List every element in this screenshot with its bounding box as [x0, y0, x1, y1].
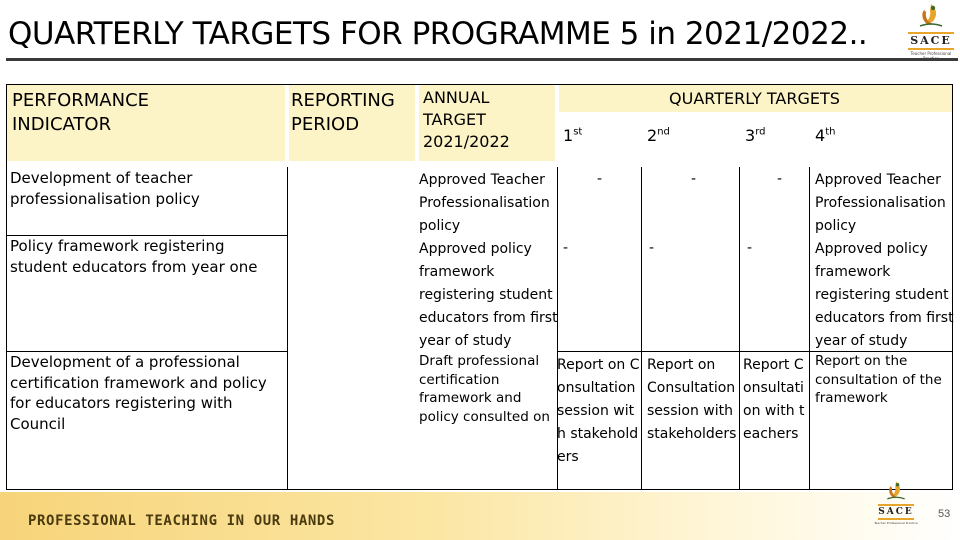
- header-annual-target: ANNUAL TARGET 2021/2022: [423, 88, 510, 151]
- row3-q3: Report Consultation with teachers: [743, 357, 805, 442]
- sace-emblem-icon: [884, 480, 908, 502]
- header-q4: 4th: [815, 126, 836, 145]
- row3-q4: Report on the consultation of the framework: [815, 353, 942, 406]
- row1-annual-target: Approved Teacher Professionalisation policy: [419, 172, 550, 234]
- logo-tagline-footer: Teacher Professional Practice: [874, 521, 918, 525]
- header-performance-indicator: PERFORMANCE INDICATOR: [12, 90, 150, 135]
- footer-slogan: PROFESSIONAL TEACHING IN OUR HANDS: [28, 513, 335, 529]
- row3-q2: Report on Consultation session with stakeholders: [647, 357, 737, 442]
- row1-q1: -: [597, 171, 603, 187]
- row1-q3: -: [777, 171, 783, 187]
- header-q3: 3rd: [745, 126, 766, 145]
- row3-q1: Report on Consultation session with stakeholders: [557, 357, 640, 465]
- sace-emblem-icon: [916, 2, 946, 30]
- header-quarterly-targets: QUARTERLY TARGETS: [669, 89, 840, 108]
- logo-wordmark-footer: SACE: [878, 507, 914, 517]
- logo-tagline: Teacher Professional Practice: [910, 51, 952, 61]
- page-title: QUARTERLY TARGETS FOR PROGRAMME 5 in 2021/2022..: [8, 16, 868, 52]
- row2-annual-target: Approved policy framework registering student educators from first year of study: [419, 241, 558, 349]
- title-divider: [6, 58, 958, 61]
- row3-indicator: Development of a professional certification framework and policy for educators registering with Council: [10, 353, 267, 433]
- row1-indicator: Development of teacher professionalisation policy: [10, 169, 200, 208]
- header-q1: 1st: [563, 126, 583, 145]
- header-q2: 2nd: [647, 126, 670, 145]
- row1-q4: Approved Teacher Professionalisation policy: [815, 172, 946, 234]
- sace-logo-footer: [874, 480, 918, 526]
- page-number: 53: [938, 508, 951, 520]
- row1-period: [289, 168, 415, 188]
- sace-logo: [904, 2, 958, 61]
- row2-q4: Approved policy framework registering student educators from first year of study: [815, 241, 954, 349]
- row2-period: [289, 236, 415, 256]
- header-reporting-period: REPORTING PERIOD: [291, 90, 395, 135]
- row3-period: [289, 352, 415, 372]
- footer: [0, 492, 960, 540]
- logo-wordmark: SACE: [910, 34, 952, 47]
- row1-q2: -: [691, 171, 697, 187]
- row2-indicator: Policy framework registering student educators from year one: [10, 237, 258, 276]
- row2-q3: -: [747, 240, 753, 256]
- row3-annual-target: Draft professional certification framework and policy consulted on: [419, 353, 550, 425]
- row2-q2: -: [649, 240, 655, 256]
- row2-q1: -: [563, 240, 569, 256]
- quarterly-targets-table: [6, 84, 953, 490]
